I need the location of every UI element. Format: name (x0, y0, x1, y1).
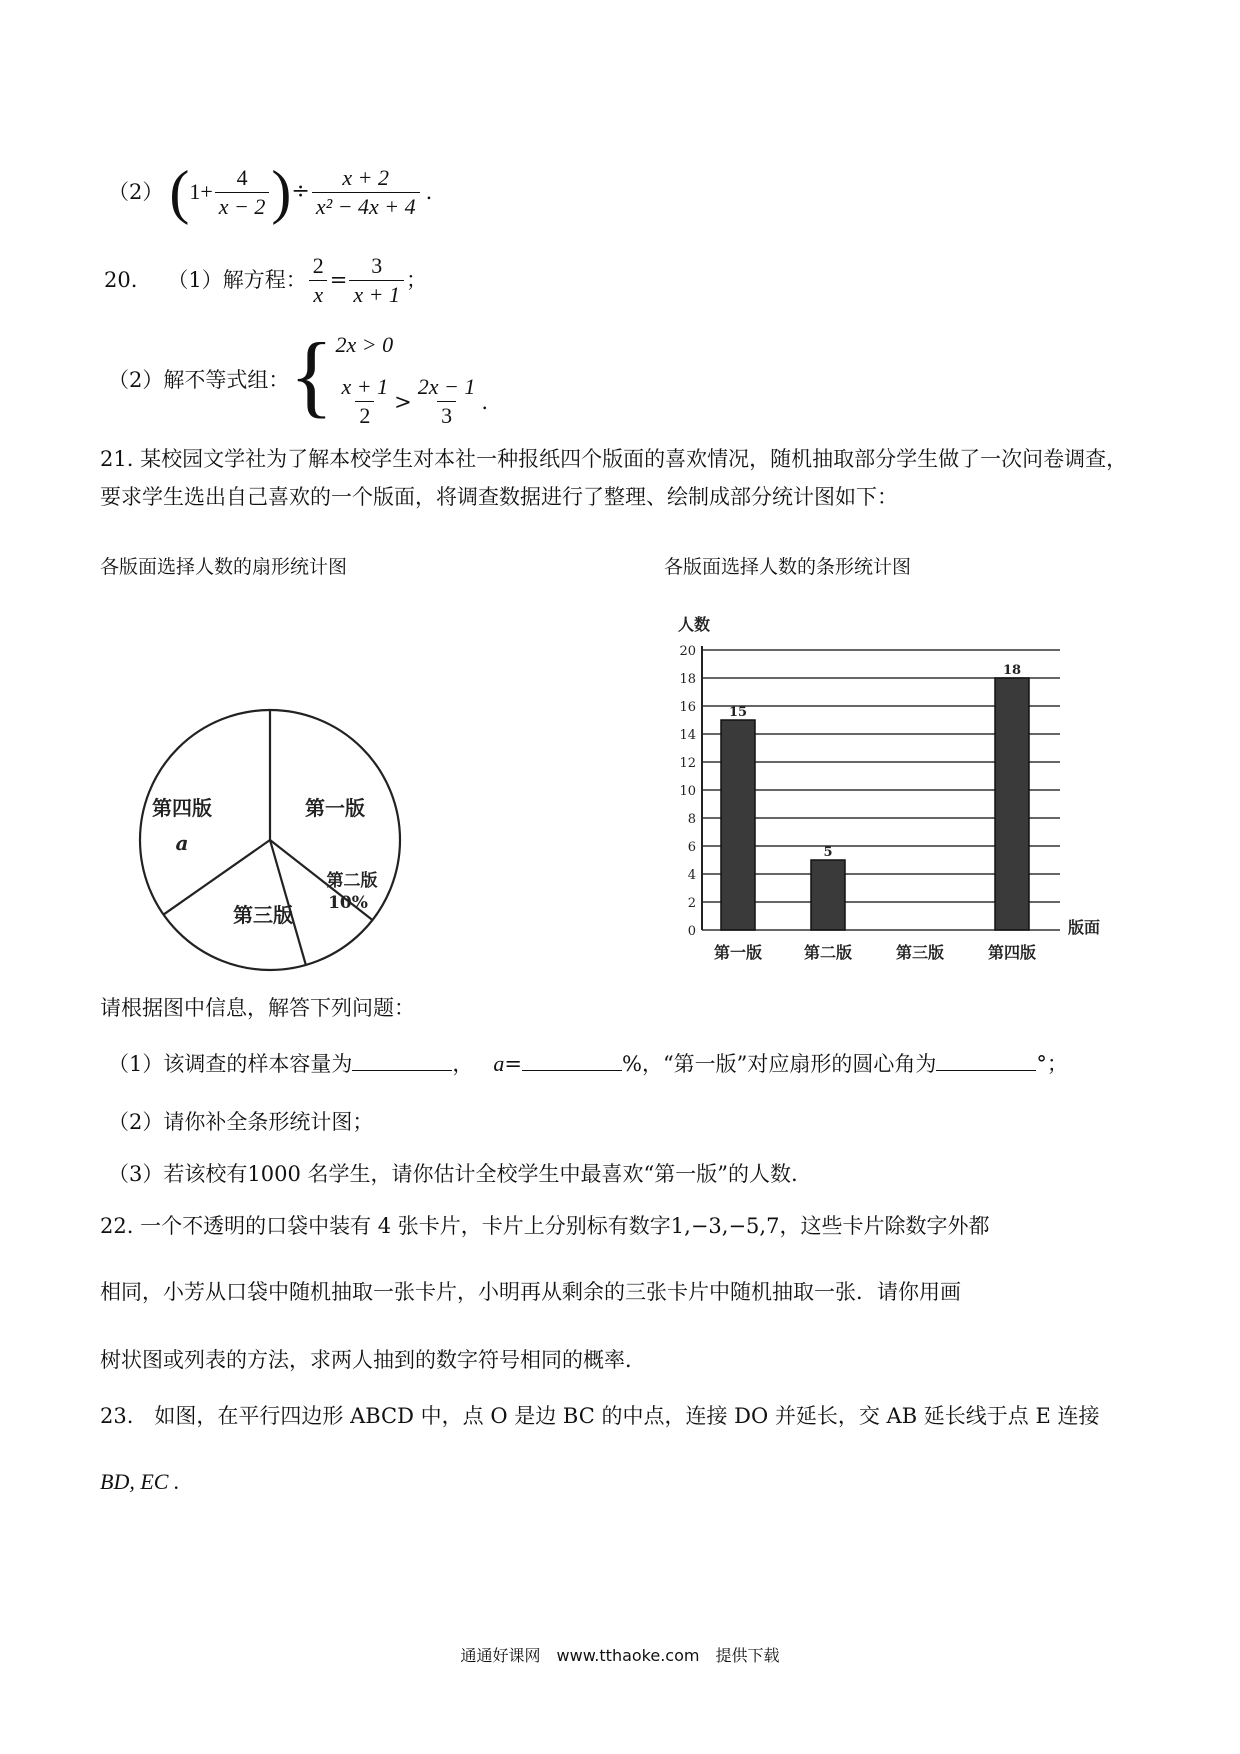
bar-ylabel: 人数 (678, 615, 711, 634)
bar-xlabel: 版面 (1068, 918, 1100, 937)
q20-part1 (104, 248, 427, 312)
bar-ytick-label: 4 (687, 868, 696, 883)
inequality-system (336, 330, 489, 430)
ineq2-fraction-right: $\frac{2x - 1}{3}$ (417, 374, 476, 428)
pie-caption: 各版面选择人数的扇形统计图 (100, 556, 348, 578)
bar-category-label: 第三版 (895, 943, 945, 962)
bar-ytick-label: 8 (687, 812, 696, 827)
pie-slice-label-3: 第三版 (233, 903, 293, 927)
pie-slice-sublabel-4: a (175, 831, 189, 855)
bar-ytick-label: 10 (679, 784, 696, 799)
ineq2-gt: > (394, 389, 412, 414)
q19-fraction-2: $\frac{x + 2}{\text{x² − 4x + 4}}$ (312, 164, 420, 221)
pie-slice-sublabel-2: 10% (328, 893, 368, 913)
q21-sub1-var-a: a (493, 1051, 505, 1076)
a-value-blank[interactable] (522, 1048, 622, 1071)
footer: 通通好课网 www.tthaoke.com 提供下载 (460, 1646, 780, 1665)
sample-size-blank[interactable] (352, 1048, 452, 1071)
q20-fraction-left: $\frac{2}{x}$ (309, 252, 328, 309)
bar-2 (811, 860, 845, 930)
bar-chart (660, 600, 1100, 970)
inequality-2 (336, 373, 489, 430)
pie-slice-label-2: 第二版 (326, 871, 378, 891)
q19-end: . (425, 180, 433, 204)
left-paren: ( (169, 159, 190, 225)
bar-1 (721, 720, 755, 930)
pie-chart (130, 700, 410, 980)
bar-ytick-label: 0 (687, 924, 696, 939)
bar-ytick-label: 14 (679, 728, 696, 743)
bar-category-label: 第二版 (803, 943, 853, 962)
q19-part2 (108, 160, 432, 224)
q21-sub3: （3）若该校有1000 名学生，请你估计全校学生中最喜欢“第一版”的人数. (108, 1162, 798, 1186)
q20-eq: = (329, 268, 348, 292)
q20-part2-label: （2）解不等式组： (108, 368, 290, 392)
bar-ytick-label: 20 (679, 644, 696, 659)
bar-category-label: 第四版 (987, 943, 1037, 962)
q20-part1-label: （1）解方程： (167, 268, 307, 292)
inequality-1: 2x > 0 (335, 332, 394, 357)
central-angle-blank[interactable] (936, 1048, 1036, 1071)
bar-caption: 各版面选择人数的条形统计图 (664, 556, 912, 578)
right-paren: ) (271, 159, 292, 225)
q20-number: 20. (104, 268, 138, 292)
q22-line2: 相同，小芳从口袋中随机抽取一张卡片，小明再从剩余的三张卡片中随机抽取一张．请你用画 (100, 1280, 961, 1304)
q20-fraction-right: $\frac{3}{x + 1}$ (349, 252, 404, 309)
q22-line3: 树状图或列表的方法，求两人抽到的数字符号相同的概率． (100, 1348, 646, 1372)
bar-value-label: 5 (823, 845, 833, 860)
ineq2-fraction-left: $\frac{x + 1}{2}$ (341, 374, 389, 428)
q21-sub2: （2）请你补全条形统计图； (108, 1110, 374, 1134)
q19-one-plus: 1+ (189, 179, 213, 204)
q21-sub1-eq: = (504, 1052, 522, 1076)
q21-sub1 (108, 1048, 1068, 1080)
bar-category-label: 第一版 (713, 943, 763, 962)
bar-ytick-label: 18 (679, 672, 696, 687)
ineq2-end: . (481, 389, 489, 414)
bar-ytick-label: 16 (679, 700, 696, 715)
q21-sub1-text-a: （1）该调查的样本容量为 (108, 1052, 353, 1076)
q20-part2 (108, 325, 488, 435)
q23-line2: BD, EC . (100, 1469, 180, 1494)
q21-intro: 21. 某校园文学社为了解本校学生对本社一种报纸四个版面的喜欢情况，随机抽取部分学生做了一次问卷调查，要求学生选出自己喜欢的一个版面，将调查数据进行了整理、绘制成部分统计图如下： (100, 447, 1128, 509)
q19-div: ÷ (291, 179, 310, 204)
q21-sub1-text-b: ， (452, 1052, 474, 1076)
q22-line1: 22. 一个不透明的口袋中装有 4 张卡片，卡片上分别标有数字1,−3,−5,7，这些卡片除数字外都 (100, 1214, 990, 1238)
q20-part1-end: ； (406, 268, 428, 292)
pie-slice-label-4: 第四版 (152, 796, 212, 820)
bar-value-label: 18 (1002, 663, 1022, 678)
system-brace: { (289, 324, 334, 426)
q21-prompt: 请根据图中信息，解答下列问题： (100, 996, 415, 1020)
bar-4 (995, 678, 1029, 930)
q19-fraction-1: $\frac{4}{x - 2}$ (215, 164, 270, 221)
bar-ytick-label: 12 (679, 756, 696, 771)
q21-sub1-text-d: °； (1036, 1052, 1068, 1076)
q23-line1: 23. 如图，在平行四边形 ABCD 中，点 O 是边 BC 的中点，连接 DO 并延长，交 AB 延长线于点 E 连接 (100, 1404, 1100, 1428)
bar-ytick-label: 2 (687, 896, 696, 911)
q21-sub1-text-c: %，“第一版”对应扇形的圆心角为 (621, 1052, 937, 1076)
q19-part2-label: （2） (108, 180, 164, 204)
bar-value-label: 15 (728, 705, 748, 720)
pie-slice-label-1: 第一版 (305, 796, 365, 820)
bar-ytick-label: 6 (687, 840, 696, 855)
